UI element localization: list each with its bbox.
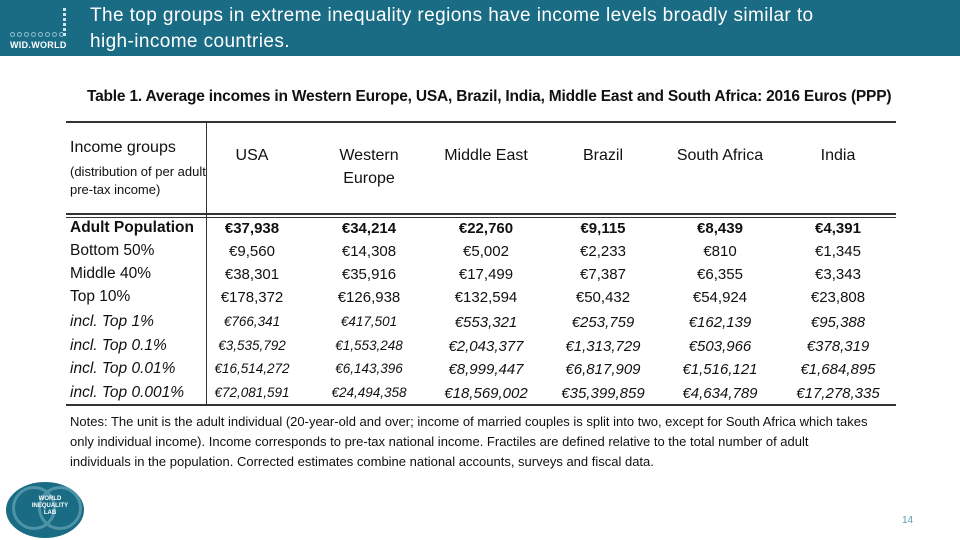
table-cell: €2,043,377 xyxy=(448,338,524,355)
table-cell: €1,684,895 xyxy=(800,361,876,378)
table-cell: €6,817,909 xyxy=(565,361,641,378)
table-cell: €3,535,792 xyxy=(218,338,286,353)
row-label: incl. Top 0.01% xyxy=(70,360,176,377)
table-cell: €1,345 xyxy=(815,243,861,260)
header-rule xyxy=(66,213,896,215)
column-header: Western Europe xyxy=(339,147,399,187)
table-cell: €16,514,272 xyxy=(214,361,290,376)
table-cell: €253,759 xyxy=(571,314,635,331)
table-cell: €4,391 xyxy=(815,220,861,237)
table-cell: €5,002 xyxy=(463,243,509,260)
table-cell: €126,938 xyxy=(337,289,401,306)
table-cell: €3,343 xyxy=(815,266,861,283)
table-cell: €1,516,121 xyxy=(682,361,758,378)
row-label: Top 10% xyxy=(70,288,131,305)
table-cell: €8,999,447 xyxy=(448,361,524,378)
table-bottom-rule xyxy=(66,404,896,406)
lab-logo-text: WORLD INEQUALITY LAB xyxy=(31,496,69,516)
table-cell: €178,372 xyxy=(220,289,284,306)
table-top-rule xyxy=(66,121,896,123)
table-cell: €95,388 xyxy=(810,314,866,331)
table-cell: €14,308 xyxy=(341,243,397,260)
table-cell: €766,341 xyxy=(223,314,281,329)
table-cell: €18,569,002 xyxy=(444,385,528,402)
table-cell: €8,439 xyxy=(697,220,743,237)
column-header: USA xyxy=(235,147,269,164)
row-label: incl. Top 1% xyxy=(70,313,154,330)
column-header: Brazil xyxy=(582,147,623,164)
table-cell: €378,319 xyxy=(806,338,870,355)
income-groups-subheader: (distribution of per adult pre-tax income) xyxy=(70,164,206,197)
table-cell: €1,553,248 xyxy=(335,338,403,353)
table-cell: €72,081,591 xyxy=(214,385,290,400)
table-cell: €22,760 xyxy=(458,220,514,237)
table-cell: €38,301 xyxy=(224,266,280,283)
table-cell: €162,139 xyxy=(688,314,752,331)
table-cell: €2,233 xyxy=(580,243,626,260)
table-cell: €810 xyxy=(703,243,737,260)
row-label: Bottom 50% xyxy=(70,242,155,259)
table-cell: €37,938 xyxy=(224,220,280,237)
row-label: incl. Top 0.1% xyxy=(70,337,167,354)
table-cell: €6,355 xyxy=(697,266,743,283)
slide-title: The top groups in extreme inequality regions have income levels broadly similar to high-income countries. xyxy=(90,5,814,52)
table-cell: €17,499 xyxy=(458,266,514,283)
header-bar xyxy=(0,0,960,56)
logo-text: WID.WORLD xyxy=(10,40,67,50)
table-cell: €7,387 xyxy=(580,266,626,283)
table-cell: €34,214 xyxy=(341,220,397,237)
table-cell: €35,399,859 xyxy=(561,385,645,402)
table-cell: €50,432 xyxy=(575,289,631,306)
table-cell: €35,916 xyxy=(341,266,397,283)
table-cell: €9,115 xyxy=(580,220,626,237)
table-cell: €417,501 xyxy=(340,314,398,329)
table-cell: €503,966 xyxy=(688,338,752,355)
table-cell: €6,143,396 xyxy=(335,361,403,376)
column-header: South Africa xyxy=(676,147,764,164)
table-cell: €23,808 xyxy=(810,289,866,306)
page-number: 14 xyxy=(902,515,914,526)
table-cell: €17,278,335 xyxy=(796,385,880,402)
table-cell: €1,313,729 xyxy=(565,338,641,355)
world-inequality-lab-logo-icon xyxy=(6,482,84,538)
wid-world-logo-icon xyxy=(6,4,78,52)
table-cell: €9,560 xyxy=(229,243,275,260)
column-header: Middle East xyxy=(444,147,528,164)
row-label: Middle 40% xyxy=(70,265,151,282)
column-header: India xyxy=(820,147,856,164)
table-title: Table 1. Average incomes in Western Europe, USA, Brazil, India, Middle East and South Africa: 2016 Euros (PPP) xyxy=(87,88,892,105)
table-cell: €553,321 xyxy=(454,314,518,331)
income-groups-header: Income groups xyxy=(70,139,176,156)
row-label: Adult Population xyxy=(70,219,194,236)
table-cell: €24,494,358 xyxy=(331,385,407,400)
row-label: incl. Top 0.001% xyxy=(70,384,185,401)
header-rule-secondary xyxy=(66,217,896,218)
table-cell: €54,924 xyxy=(692,289,748,306)
table-cell: €4,634,789 xyxy=(682,385,758,402)
table-notes: Notes: The unit is the adult individual (20-year-old and over; income of married couples is split into two, except for South Africa which takes only individual income). Income corresponds to pre-tax national income. Fractiles are defined relative to the total number of adult individuals in the population. Corrected estimates combine national accounts, surveys and fiscal data. xyxy=(70,414,868,469)
table-cell: €132,594 xyxy=(454,289,518,306)
